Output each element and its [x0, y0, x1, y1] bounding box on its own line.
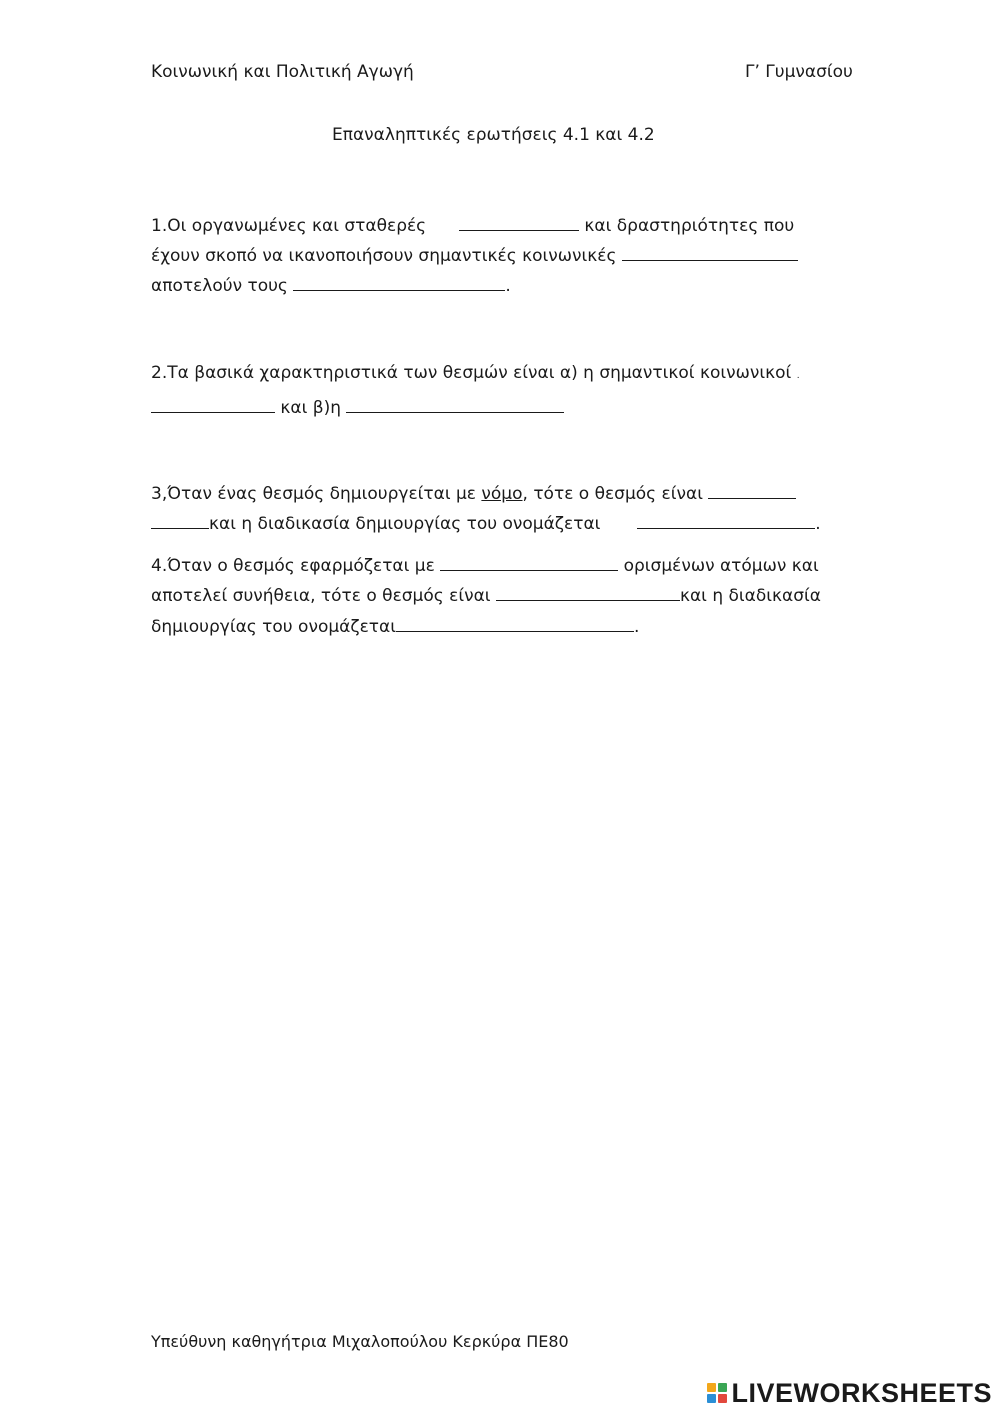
- logo-square-4: [718, 1394, 727, 1403]
- question-2-text-a: 2.Τα βασικά χαρακτηριστικά των θεσμών είναι α) η σημαντικοί κοινωνικοί: [151, 363, 792, 383]
- question-4-period: .: [634, 617, 640, 637]
- question-4-text-b: ορισμένων ατόμων και: [623, 556, 819, 576]
- question-1-text-b: και δραστηριότητες που: [584, 216, 795, 236]
- answer-blank-2a[interactable]: [151, 390, 275, 413]
- page-title: Επαναληπτικές ερωτήσεις 4.1 και 4.2: [332, 125, 655, 145]
- answer-blank-4a[interactable]: [440, 548, 618, 571]
- question-1-period: .: [505, 276, 511, 296]
- question-1-line-2: [151, 238, 798, 268]
- header-subject: Κοινωνική και Πολιτική Αγωγή: [151, 62, 414, 82]
- question-3-text-c: και η διαδικασία δημιουργίας του ονομάζεται: [209, 514, 601, 534]
- logo-square-3: [707, 1394, 716, 1403]
- question-4-line-2: [151, 578, 821, 608]
- question-1-line-3: [151, 268, 511, 298]
- answer-blank-2b[interactable]: [346, 390, 564, 413]
- answer-blank-3c[interactable]: [637, 506, 815, 529]
- answer-blank-1a[interactable]: [459, 208, 579, 231]
- question-3-period: .: [815, 514, 821, 534]
- question-1-text-c: έχουν σκοπό να ικανοποιήσουν σημαντικές κοινωνικές: [151, 246, 617, 266]
- question-3-text-b: , τότε ο θεσμός είναι: [522, 484, 703, 504]
- liveworksheets-logo-icon: [707, 1383, 727, 1403]
- question-4-line-1: [151, 548, 819, 578]
- question-1-text-d: αποτελούν τους: [151, 276, 288, 296]
- question-2-line-2: [151, 390, 564, 420]
- question-4-text-a: 4.Όταν ο θεσμός εφαρμόζεται με: [151, 556, 435, 576]
- question-4-text-c: αποτελεί συνήθεια, τότε ο θεσμός είναι: [151, 586, 491, 606]
- question-2-line-1: [151, 358, 800, 388]
- answer-blank-4b[interactable]: [496, 578, 680, 601]
- answer-blank-1b[interactable]: [622, 238, 798, 261]
- question-3-line-2: [151, 506, 821, 536]
- answer-blank-4c[interactable]: [396, 609, 634, 632]
- answer-blank-3b[interactable]: [151, 506, 209, 529]
- question-4-text-d: και η διαδικασία: [679, 586, 821, 606]
- answer-blank-1c[interactable]: [293, 268, 505, 291]
- logo-square-2: [718, 1383, 727, 1392]
- question-1-line-1: [151, 208, 794, 238]
- question-3-text-a: 3,Όταν ένας θεσμός δημιουργείται με: [151, 484, 476, 504]
- question-1-text-a: 1.Οι οργανωμένες και σταθερές: [151, 216, 427, 236]
- liveworksheets-logo: [707, 1379, 992, 1407]
- question-2-dot: .: [796, 371, 800, 381]
- question-4-text-e: δημιουργίας του ονομάζεται: [151, 617, 396, 637]
- question-4-line-3: [151, 609, 639, 639]
- liveworksheets-logo-text: LIVEWORKSHEETS: [731, 1377, 992, 1408]
- question-3-underlined-word: νόμο: [481, 484, 523, 504]
- question-3-line-1: [151, 476, 796, 506]
- logo-square-1: [707, 1383, 716, 1392]
- footer-teacher: Υπεύθυνη καθηγήτρια Μιχαλοπούλου Κερκύρα ΠΕ80: [151, 1332, 569, 1351]
- question-2-text-b: και β)η: [280, 398, 342, 418]
- header-grade: Γ’ Γυμνασίου: [745, 62, 853, 82]
- answer-blank-3a[interactable]: [708, 476, 796, 499]
